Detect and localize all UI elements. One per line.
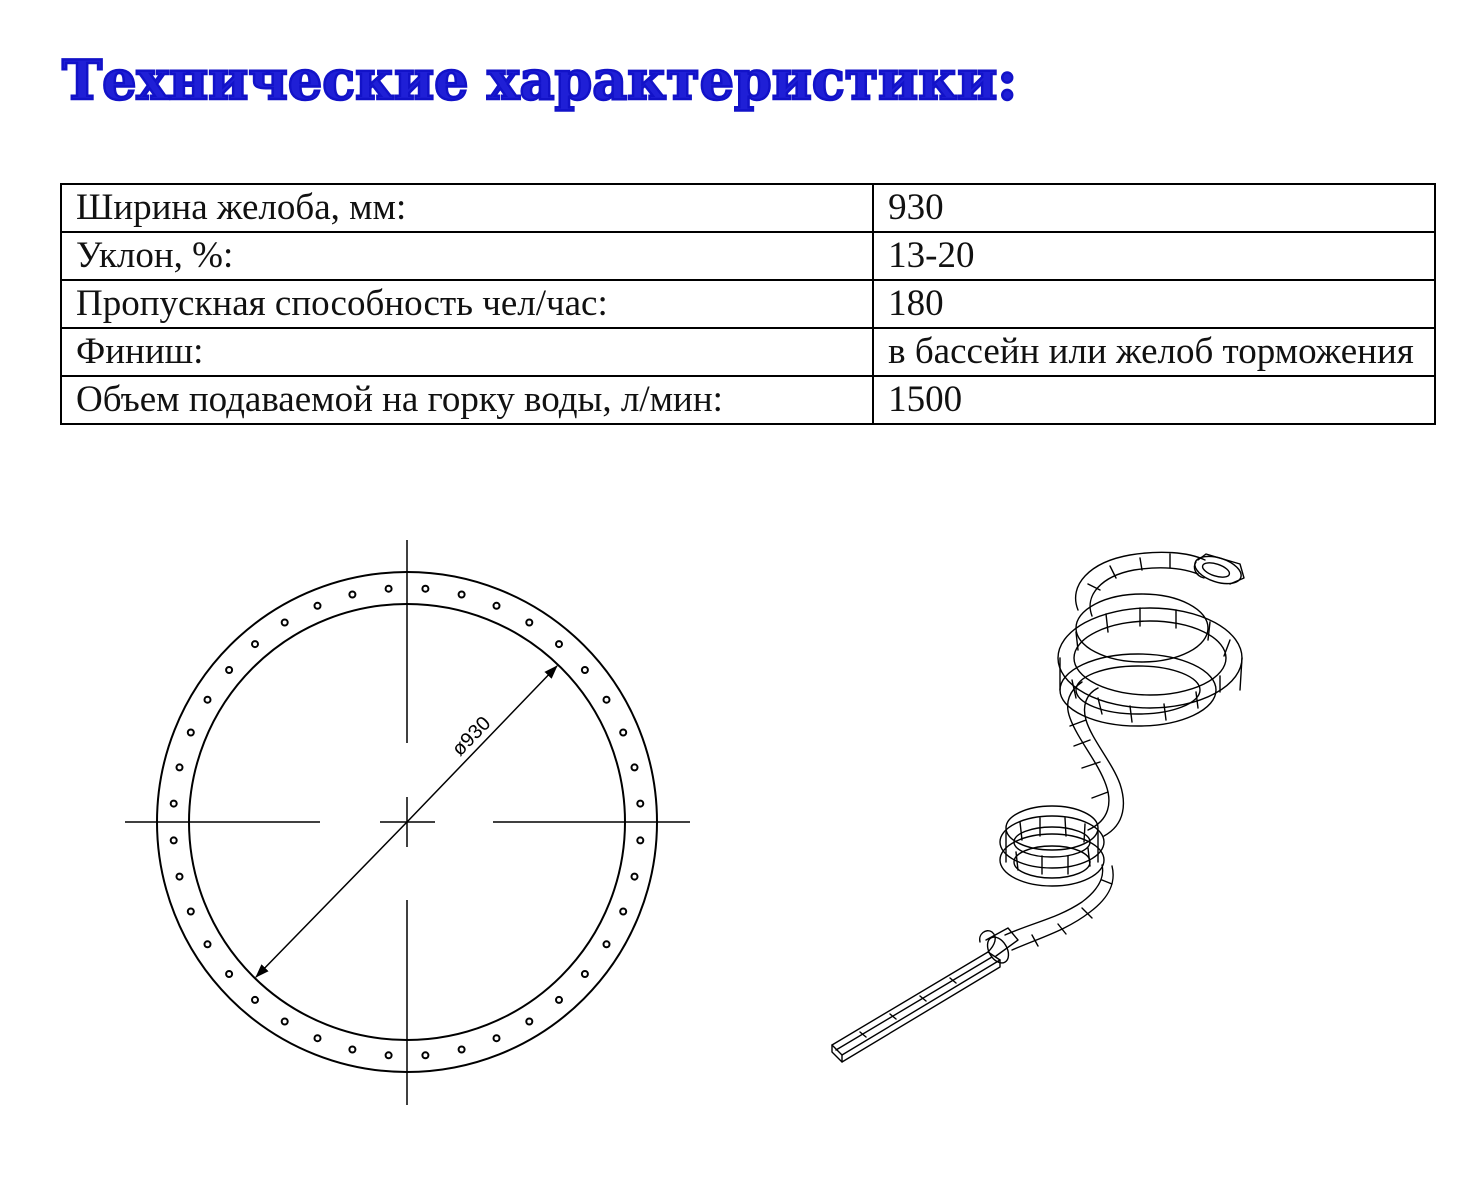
table-row [61, 184, 1435, 232]
bolt-hole [494, 1035, 500, 1041]
specs-table [60, 183, 1436, 425]
bolt-hole [620, 909, 626, 915]
spec-param: Пропускная способность чел/час: [61, 280, 873, 328]
bolt-hole [556, 641, 562, 647]
bolt-hole [349, 1047, 355, 1053]
slide-isometric-drawing [820, 540, 1300, 1080]
spec-value: в бассейн или желоб торможения [873, 328, 1435, 376]
bolt-hole [171, 837, 177, 843]
diameter-dimension-line [407, 666, 557, 822]
bolt-hole [349, 592, 355, 598]
top-coil [1076, 552, 1205, 616]
page-title: Технические характеристики: [62, 48, 1018, 112]
bolt-hole [422, 586, 428, 592]
spec-value: 13-20 [873, 232, 1435, 280]
bolt-hole [177, 874, 183, 880]
bolt-hole [459, 592, 465, 598]
bolt-hole [282, 1019, 288, 1025]
bolt-hole [315, 1035, 321, 1041]
lower-helix [1000, 806, 1104, 886]
table-row [61, 328, 1435, 376]
diameter-label: ø930 [447, 712, 496, 761]
bolt-hole [582, 971, 588, 977]
bolt-hole [171, 801, 177, 807]
bolt-hole [226, 667, 232, 673]
table-row [61, 232, 1435, 280]
bolt-hole [188, 909, 194, 915]
bolt-hole [582, 667, 588, 673]
bolt-hole [205, 697, 211, 703]
spec-value: 180 [873, 280, 1435, 328]
bolt-hole [188, 730, 194, 736]
bolt-hole [556, 997, 562, 1003]
spec-param: Ширина желоба, мм: [61, 184, 873, 232]
bolt-hole [526, 1019, 532, 1025]
bolt-hole [252, 997, 258, 1003]
bolt-hole [282, 620, 288, 626]
spec-param: Объем подаваемой на горку воды, л/мин: [61, 376, 873, 424]
bolt-hole [422, 1052, 428, 1058]
bolt-hole [637, 801, 643, 807]
bolt-hole [632, 764, 638, 770]
spec-value: 1500 [873, 376, 1435, 424]
bolt-hole [526, 620, 532, 626]
bolt-hole [386, 1052, 392, 1058]
diameter-dimension-line [256, 822, 407, 977]
spec-value: 930 [873, 184, 1435, 232]
table-row [61, 280, 1435, 328]
bolt-hole [637, 837, 643, 843]
bolt-hole [252, 641, 258, 647]
bolt-hole [620, 730, 626, 736]
bolt-hole [632, 874, 638, 880]
bolt-hole [604, 941, 610, 947]
spec-param: Уклон, %: [61, 232, 873, 280]
spec-param: Финиш: [61, 328, 873, 376]
bolt-hole [315, 603, 321, 609]
bolt-hole [226, 971, 232, 977]
start-platform [1191, 551, 1244, 589]
bolt-hole [177, 764, 183, 770]
table-row [61, 376, 1435, 424]
bolt-hole [386, 586, 392, 592]
upper-spiral [1058, 594, 1242, 726]
bolt-hole [494, 603, 500, 609]
bolt-hole [604, 697, 610, 703]
runout-trough [832, 931, 1000, 1062]
ring-drawing [115, 535, 705, 1115]
bolt-hole [205, 941, 211, 947]
bolt-hole [459, 1047, 465, 1053]
